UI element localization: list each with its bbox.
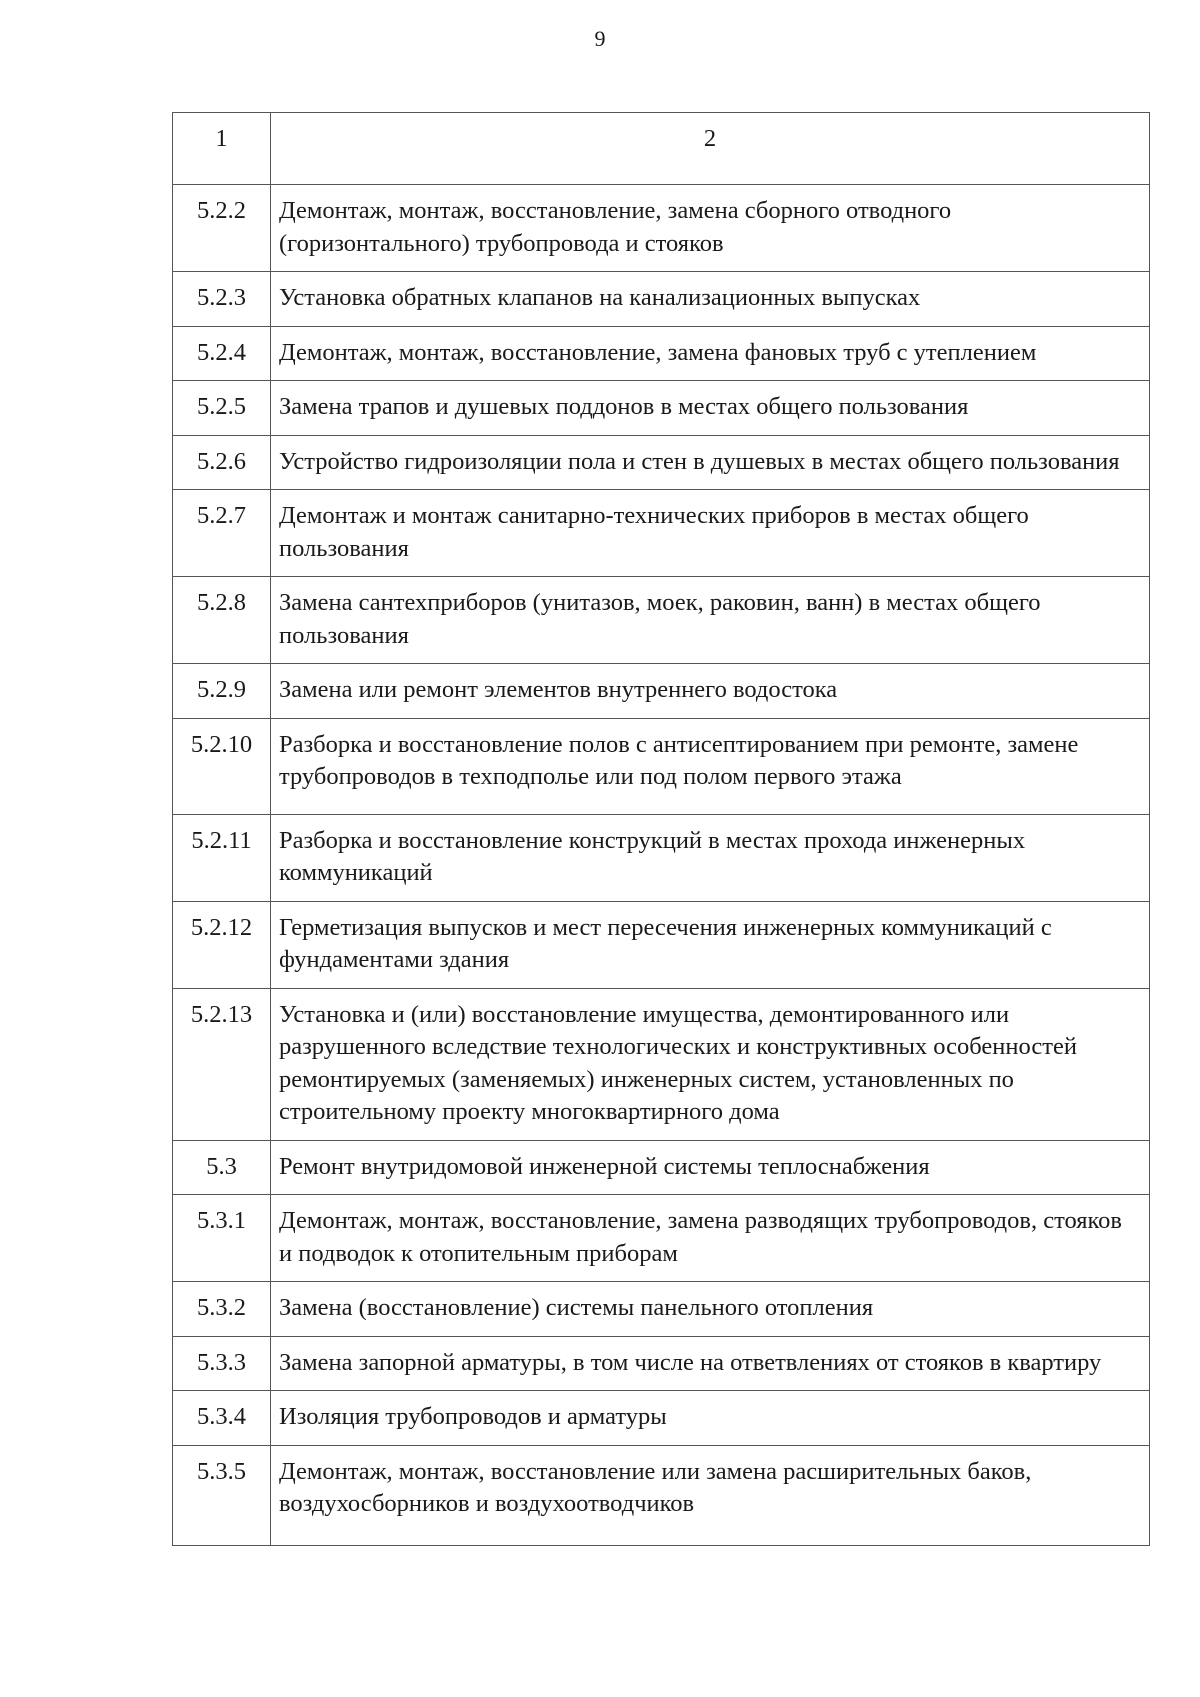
row-text: Демонтаж и монтаж санитарно-технических приборов в местах общего пользования <box>271 490 1150 577</box>
row-number: 5.2.12 <box>173 901 271 988</box>
row-number: 5.2.3 <box>173 272 271 327</box>
row-number: 5.3.4 <box>173 1391 271 1446</box>
table-row <box>173 1391 1150 1446</box>
table-row <box>173 988 1150 1140</box>
row-number: 5.3.2 <box>173 1282 271 1337</box>
row-number: 5.3.5 <box>173 1445 271 1545</box>
row-text: Установка и (или) восстановление имущества, демонтированного или разрушенного вследствие технологических и конструктивных особенностей ремонтируемых (заменяемых) инженерных систем, установленных по строительному проекту многоквартирного дома <box>271 988 1150 1140</box>
row-number: 5.2.11 <box>173 814 271 901</box>
page-number: 9 <box>594 26 606 51</box>
row-text: Замена трапов и душевых поддонов в местах общего пользования <box>271 381 1150 436</box>
table-row <box>173 381 1150 436</box>
table-row <box>173 435 1150 490</box>
row-text: Ремонт внутридомовой инженерной системы теплоснабжения <box>271 1140 1150 1195</box>
table-row <box>173 1195 1150 1282</box>
table-row <box>173 326 1150 381</box>
table-row <box>173 490 1150 577</box>
row-number: 5.3.3 <box>173 1336 271 1391</box>
row-text: Установка обратных клапанов на канализационных выпусках <box>271 272 1150 327</box>
row-text: Устройство гидроизоляции пола и стен в душевых в местах общего пользования <box>271 435 1150 490</box>
row-text: Демонтаж, монтаж, восстановление или замена расширительных баков, воздухосборников и воздухоотводчиков <box>271 1445 1150 1545</box>
table-header-row <box>173 113 1150 185</box>
row-text: Изоляция трубопроводов и арматуры <box>271 1391 1150 1446</box>
row-text: Замена сантехприборов (унитазов, моек, раковин, ванн) в местах общего пользования <box>271 577 1150 664</box>
row-number: 5.2.7 <box>173 490 271 577</box>
row-number: 5.2.6 <box>173 435 271 490</box>
table-row <box>173 1445 1150 1545</box>
row-text: Разборка и восстановление полов с антисептированием при ремонте, замене трубопроводов в техподполье или под полом первого этажа <box>271 718 1150 814</box>
row-text: Демонтаж, монтаж, восстановление, замена сборного отводного (горизонтального) трубопровода и стояков <box>271 185 1150 272</box>
table-row <box>173 272 1150 327</box>
table-row <box>173 185 1150 272</box>
row-number: 5.3.1 <box>173 1195 271 1282</box>
row-number: 5.2.5 <box>173 381 271 436</box>
table-row <box>173 901 1150 988</box>
table-row <box>173 814 1150 901</box>
row-text: Замена или ремонт элементов внутреннего водостока <box>271 664 1150 719</box>
table-row <box>173 1140 1150 1195</box>
row-text: Замена запорной арматуры, в том числе на ответвлениях от стояков в квартиру <box>271 1336 1150 1391</box>
table-row <box>173 1336 1150 1391</box>
row-number: 5.2.8 <box>173 577 271 664</box>
table-row <box>173 718 1150 814</box>
row-number: 5.2.13 <box>173 988 271 1140</box>
row-text: Демонтаж, монтаж, восстановление, замена разводящих трубопроводов, стояков и подводок к отопительным приборам <box>271 1195 1150 1282</box>
row-number: 5.2.10 <box>173 718 271 814</box>
column-header-2: 2 <box>271 113 1150 185</box>
row-text: Замена (восстановление) системы панельного отопления <box>271 1282 1150 1337</box>
column-header-1: 1 <box>173 113 271 185</box>
row-text: Герметизация выпусков и мест пересечения инженерных коммуникаций с фундаментами здания <box>271 901 1150 988</box>
row-number: 5.2.2 <box>173 185 271 272</box>
row-text: Демонтаж, монтаж, восстановление, замена фановых труб с утеплением <box>271 326 1150 381</box>
row-number: 5.3 <box>173 1140 271 1195</box>
table-row <box>173 664 1150 719</box>
table-row <box>173 577 1150 664</box>
works-table <box>172 112 1150 1546</box>
table-row <box>173 1282 1150 1337</box>
row-number: 5.2.9 <box>173 664 271 719</box>
row-number: 5.2.4 <box>173 326 271 381</box>
row-text: Разборка и восстановление конструкций в местах прохода инженерных коммуникаций <box>271 814 1150 901</box>
